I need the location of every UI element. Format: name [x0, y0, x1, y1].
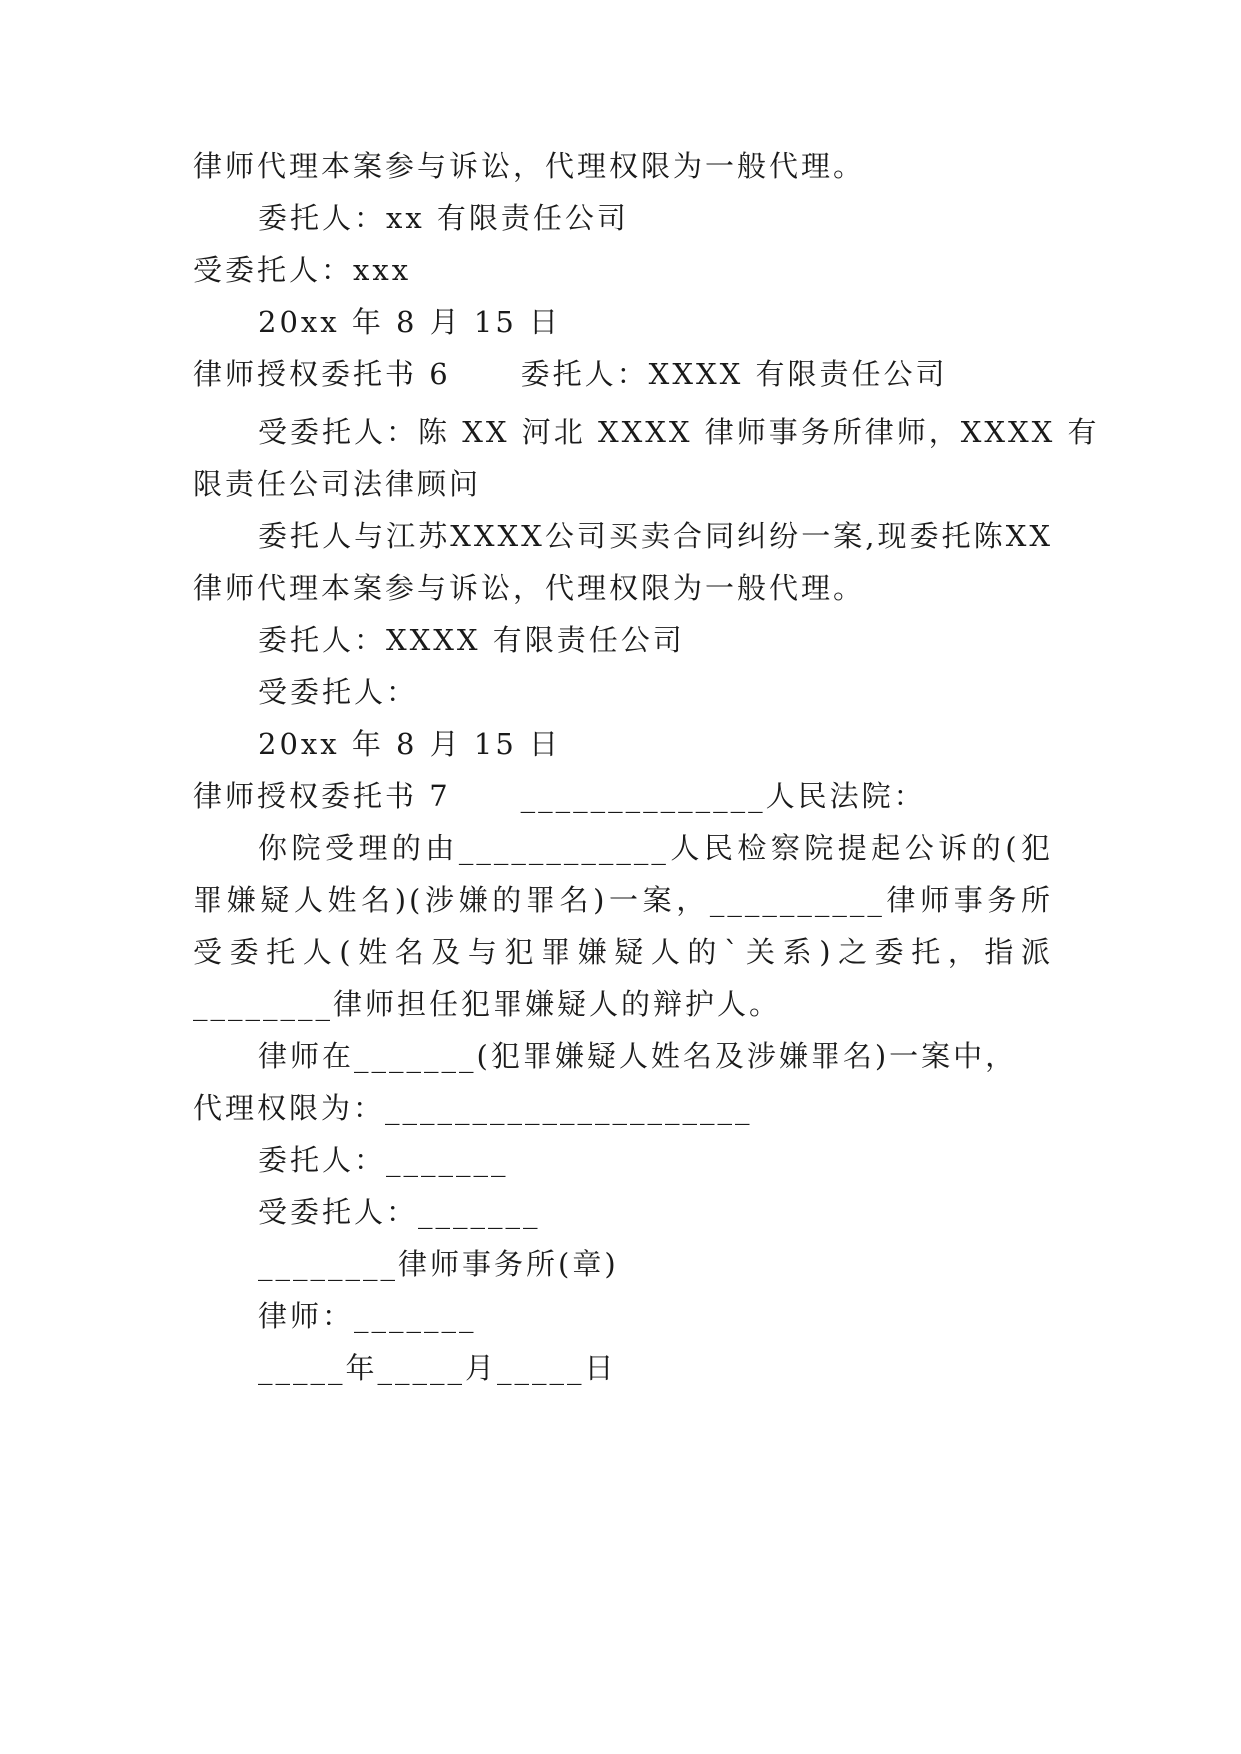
- section-heading: 律师授权委托书 7: [193, 779, 451, 813]
- text-line: ________律师事务所(章): [258, 1247, 619, 1281]
- section-heading: 律师授权委托书 6: [193, 357, 451, 391]
- text-line: 律师：_______: [258, 1299, 477, 1333]
- text-line: 限责任公司法律顾问: [193, 467, 482, 501]
- text-line: 律师在_______(犯罪嫌疑人姓名及涉嫌罪名)一案中，: [258, 1039, 1018, 1073]
- text-line: 委托人与江苏XXXX公司买卖合同纠纷一案,现委托陈XX: [258, 519, 1053, 553]
- heading-line: [193, 776, 1053, 816]
- text-line: 律师代理本案参与诉讼，代理权限为一般代理。: [193, 149, 866, 183]
- text-line: 受委托人(姓名及与犯罪嫌疑人的`关系)之委托，指派: [193, 935, 1053, 969]
- text-line: 罪嫌疑人姓名)(涉嫌的罪名)一案，__________律师事务所: [193, 883, 1053, 917]
- text-line: 委托人：XXXX 有限责任公司: [520, 357, 948, 391]
- text-line: 委托人：xx 有限责任公司: [258, 201, 629, 235]
- text-line: 委托人：XXXX 有限责任公司: [258, 623, 685, 657]
- text-line: 受委托人：_______: [258, 1195, 541, 1229]
- text-line: 20xx 年 8 月 15 日: [258, 727, 562, 761]
- text-line: 20xx 年 8 月 15 日: [258, 305, 562, 339]
- text-line: 受委托人：陈 XX 河北 XXXX 律师事务所律师，XXXX 有: [258, 415, 1100, 449]
- text-line: 委托人：_______: [258, 1143, 509, 1177]
- text-line: ________律师担任犯罪嫌疑人的辩护人。: [193, 987, 782, 1021]
- text-line: 代理权限为：_____________________: [193, 1091, 753, 1125]
- text-line: ______________人民法院：: [520, 779, 926, 813]
- text-line: 你院受理的由____________人民检察院提起公诉的(犯: [258, 831, 1053, 865]
- text-line: 律师代理本案参与诉讼，代理权限为一般代理。: [193, 571, 866, 605]
- text-line: 受委托人：: [258, 675, 419, 709]
- text-line: 受委托人：xxx: [193, 253, 412, 287]
- heading-line: [193, 354, 1053, 394]
- text-line: _____年_____月_____日: [258, 1351, 617, 1385]
